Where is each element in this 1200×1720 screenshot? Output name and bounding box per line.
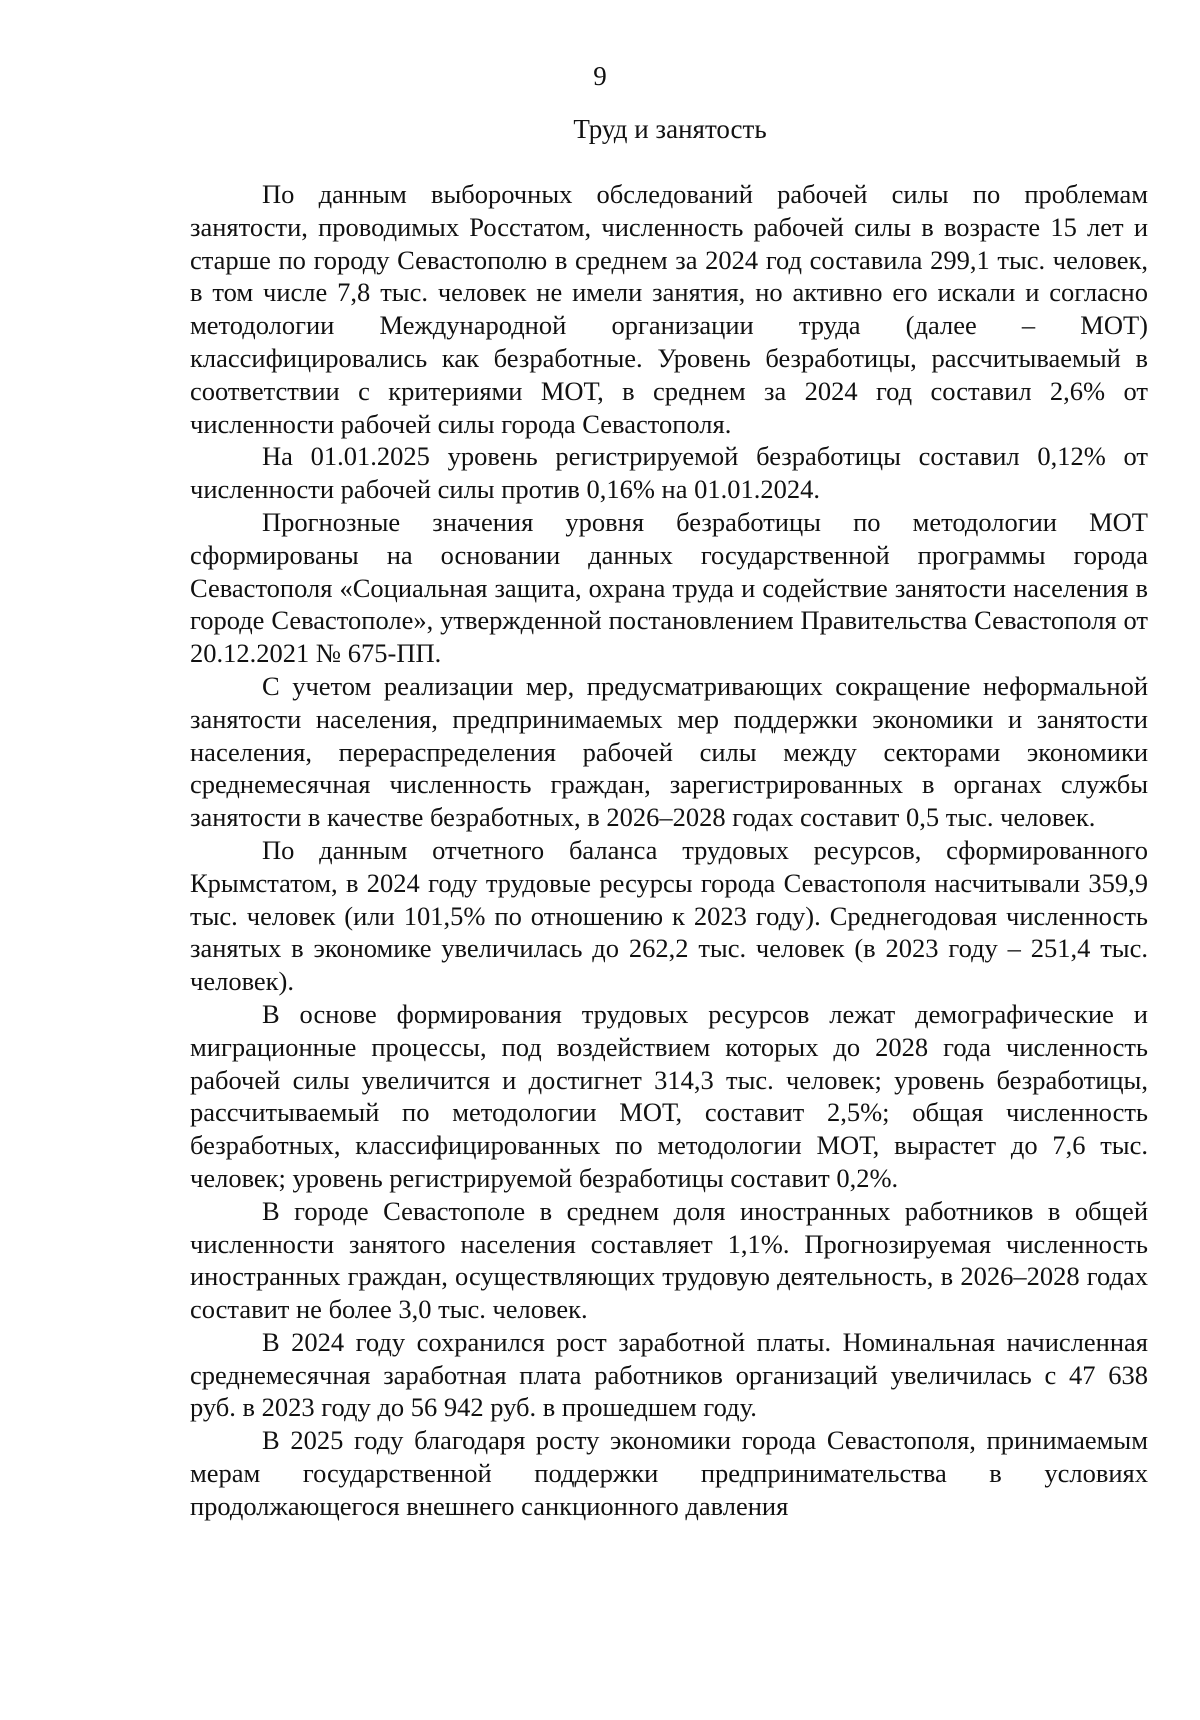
paragraph: В 2024 году сохранился рост заработной платы. Номинальная начисленная среднемесячная заработная плата работников организаций увеличилась с 47 638 руб. в 2023 году до 56 942 руб. в прошедшем году. — [190, 1326, 1148, 1423]
section-title: Труд и занятость — [573, 114, 767, 144]
page-number: 9 — [593, 61, 607, 91]
body-text — [190, 178, 1148, 1523]
paragraph: В основе формирования трудовых ресурсов лежат демографические и миграционные процессы, под воздействием которых до 2028 года численность рабочей силы увеличится и достигнет 314,3 тыс. человек; уровень безработицы, рассчитываемый по методологии МОТ, составит 2,5%; общая численность безработных, классифицированных по методологии МОТ, вырастет до 7,6 тыс. человек; уровень регистрируемой безработицы составит 0,2%. — [190, 998, 1148, 1193]
paragraph: По данным выборочных обследований рабочей силы по проблемам занятости, проводимых Росстатом, численность рабочей силы в возрасте 15 лет и старше по городу Севастополю в среднем за 2024 год составила 299,1 тыс. человек, в том числе 7,8 тыс. человек не имели занятия, но активно его искали и согласно методологии Международной организации труда (далее – МОТ) классифицировались как безработные. Уровень безработицы, рассчитываемый в соответствии с критериями МОТ, в среднем за 2024 год составил 2,6% от численности рабочей силы города Севастополя. — [190, 179, 1148, 439]
paragraph-last: В 2025 году благодаря росту экономики города Севастополя, принимаемым мерам государственной поддержки предпринимательства в условиях продолжающегося внешнего санкционного давления — [190, 1425, 1148, 1521]
paragraph: С учетом реализации мер, предусматривающих сокращение неформальной занятости населения, предпринимаемых мер поддержки экономики и занятости населения, перераспределения рабочей силы между секторами экономики среднемесячная численность граждан, зарегистрированных в органах службы занятости в качестве безработных, в 2026–2028 годах составит 0,5 тыс. человек. — [190, 670, 1148, 833]
paragraph: В городе Севастополе в среднем доля иностранных работников в общей численности занятого населения составляет 1,1%. Прогнозируемая численность иностранных граждан, осуществляющих трудовую деятельность, в 2026–2028 годах составит не более 3,0 тыс. человек. — [190, 1195, 1148, 1325]
paragraph: На 01.01.2025 уровень регистрируемой безработицы составил 0,12% от численности рабочей силы против 0,16% на 01.01.2024. — [190, 441, 1148, 505]
paragraph: Прогнозные значения уровня безработицы по методологии МОТ сформированы на основании данных государственной программы города Севастополя «Социальная защита, охрана труда и содействие занятости населения в городе Севастополе», утвержденной постановлением Правительства Севастополя от 20.12.2021 № 675-ПП. — [190, 506, 1148, 669]
paragraph: По данным отчетного баланса трудовых ресурсов, сформированного Крымстатом, в 2024 году трудовые ресурсы города Севастополя насчитывали 359,9 тыс. человек (или 101,5% по отношению к 2023 году). Среднегодовая численность занятых в экономике увеличилась до 262,2 тыс. человек (в 2023 году – 251,4 тыс. человек). — [190, 834, 1148, 997]
